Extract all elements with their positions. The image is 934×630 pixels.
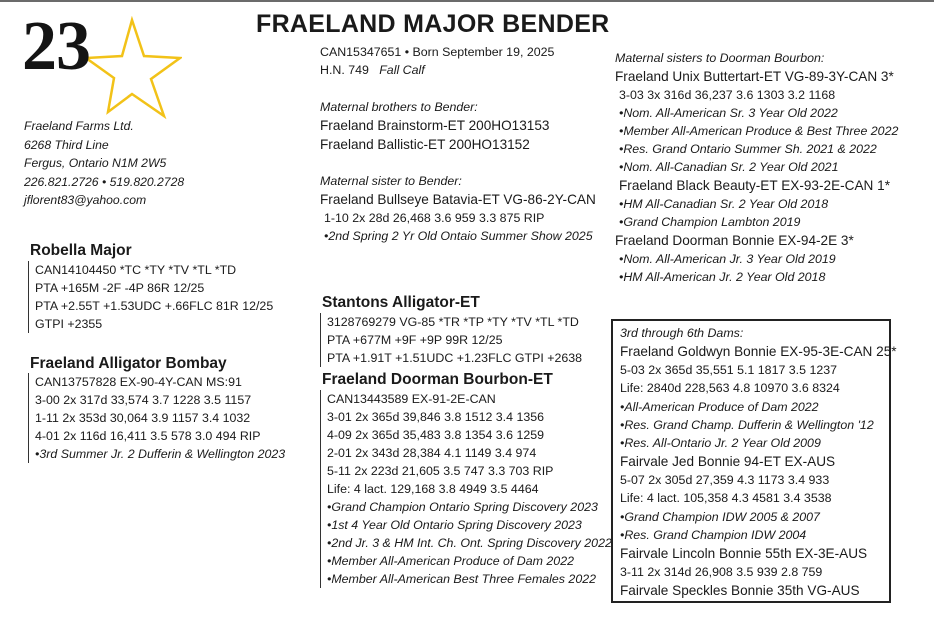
gdam-sire-line: CAN13757828 EX-90-4Y-CAN MS:91 (35, 375, 242, 389)
sire-line: CAN14104450 *TC *TY *TV *TL *TD (35, 263, 237, 277)
dams-box (611, 319, 897, 603)
lot-number: 23 (22, 8, 90, 85)
msister-record: 3-03 3x 316d 36,237 3.6 1303 3.2 1168 (619, 88, 836, 102)
dam-line: 2-01 2x 343d 28,384 4.1 1149 3.4 974 (327, 446, 537, 460)
msister-note: •Nom. All-American Jr. 3 Year Old 2019 (619, 252, 836, 266)
gdam-sire-line: 1-11 2x 353d 30,064 3.9 1157 3.4 1032 (35, 411, 251, 425)
dam-line: 3-01 2x 365d 39,846 3.8 1512 3.4 1356 (327, 410, 545, 424)
msister-note: •Res. Grand Ontario Summer Sh. 2021 & 2022 (619, 142, 877, 156)
brother-name: Fraeland Ballistic-ET 200HO13152 (320, 137, 530, 152)
farm-city: Fergus, Ontario N1M 2W5 (24, 156, 167, 170)
dam4-note: •Res. Grand Champion IDW 2004 (620, 527, 807, 542)
sister-note: •2nd Spring 2 Yr Old Ontaio Summer Show 2025 (324, 229, 593, 243)
dam3-note: •Res. All-Ontario Jr. 2 Year Old 2009 (620, 436, 821, 451)
dam4-name: Fairvale Jed Bonnie 94-ET EX-AUS (620, 454, 836, 470)
msire-name: Stantons Alligator-ET (322, 294, 480, 311)
dam-section (322, 370, 553, 390)
dams-heading: 3rd through 6th Dams: (620, 326, 744, 340)
gdam-sire-section (30, 354, 227, 374)
sire-name: Robella Major (30, 242, 132, 259)
dam4-line: 5-07 2x 305d 27,359 4.3 1173 3.4 933 (620, 473, 830, 488)
dam5-name: Fairvale Lincoln Bonnie 55th EX-3E-AUS (620, 546, 868, 562)
farm-name: Fraeland Farms Ltd. (24, 119, 134, 133)
farm-contact (24, 117, 184, 210)
dam-note: •1st 4 Year Old Ontario Spring Discovery 2023 (327, 518, 582, 532)
dam-line: 4-09 2x 365d 35,483 3.8 1354 3.6 1259 (327, 428, 545, 442)
dam6-name: Fairvale Speckles Bonnie 35th VG-AUS (620, 583, 860, 599)
dam-name: Fraeland Doorman Bourbon-ET (322, 371, 553, 388)
animal-info (320, 43, 554, 79)
brother-name: Fraeland Brainstorm-ET 200HO13153 (320, 118, 550, 133)
msister-note: •Member All-American Produce & Best Three 2022 (619, 124, 899, 138)
page-title: FRAELAND MAJOR BENDER (256, 10, 610, 38)
top-rule (0, 0, 934, 7)
sire-line: GTPI +2355 (35, 317, 103, 331)
msire-details (320, 313, 582, 367)
herd-number: H.N. 749 (320, 63, 369, 77)
msister-note: •Nom. All-Canadian Sr. 2 Year Old 2021 (619, 160, 839, 174)
farm-address: 6268 Third Line (24, 137, 109, 152)
dam-line: Life: 4 lact. 129,168 3.8 4949 3.5 4464 (327, 482, 539, 496)
sire-details (28, 261, 273, 333)
msister-name: Fraeland Doorman Bonnie EX-94-2E 3* (615, 233, 854, 248)
dam-line: 5-11 2x 223d 21,605 3.5 747 3.3 703 RIP (327, 464, 554, 478)
dam-details (320, 390, 612, 588)
sister-heading: Maternal sister to Bender: (320, 174, 462, 188)
msister-note: •HM All-American Jr. 2 Year Old 2018 (619, 270, 826, 284)
dam3-note: •Res. Grand Champ. Dufferin & Wellington '12 (620, 417, 874, 432)
dam3-line: Life: 2840d 228,563 4.8 10970 3.6 8324 (620, 381, 840, 396)
msire-line: PTA +1.91T +1.51UDC +1.23FLC GTPI +2638 (327, 351, 583, 365)
dam3-note: •All-American Produce of Dam 2022 (620, 399, 819, 414)
msister-name: Fraeland Black Beauty-ET EX-93-2E-CAN 1* (619, 178, 890, 193)
dam5-line: 3-11 2x 314d 26,908 3.5 939 2.8 759 (620, 565, 823, 580)
sire-line: PTA +2.55T +1.53UDC +.66FLC 81R 12/25 (35, 299, 274, 313)
sire-line: PTA +165M -2F -4P 86R 12/25 (35, 281, 205, 295)
dam4-note: •Grand Champion IDW 2005 & 2007 (620, 509, 820, 524)
calving-season: Fall Calf (379, 63, 425, 77)
farm-email[interactable]: jflorent83@yahoo.com (24, 193, 147, 207)
dam-note: •Member All-American Best Three Females 2022 (327, 572, 596, 586)
msisters-section (615, 49, 898, 286)
msire-section (322, 293, 480, 313)
sister-section (320, 172, 596, 245)
sire-section (30, 241, 132, 261)
gdam-sire-note: •3rd Summer Jr. 2 Dufferin & Wellington 2023 (35, 447, 286, 461)
msire-line: 3128769279 VG-85 *TR *TP *TY *TV *TL *TD (327, 315, 579, 329)
dam3-name: Fraeland Goldwyn Bonnie EX-95-3E-CAN 25* (620, 344, 897, 360)
dam4-line: Life: 4 lact. 105,358 4.3 4581 3.4 3538 (620, 491, 832, 506)
brothers-heading: Maternal brothers to Bender: (320, 100, 478, 114)
msister-note: •Nom. All-American Sr. 3 Year Old 2022 (619, 106, 838, 120)
msire-line: PTA +677M +9F +9P 99R 12/25 (327, 333, 503, 347)
sister-name: Fraeland Bullseye Batavia-ET VG-86-2Y-CAN (320, 192, 596, 207)
msister-note: •Grand Champion Lambton 2019 (619, 215, 801, 229)
gdam-sire-line: 4-01 2x 116d 16,411 3.5 578 3.0 494 RIP (35, 429, 261, 443)
gdam-sire-details (28, 373, 285, 463)
animal-registration: CAN15347651 • Born September 19, 2025 (320, 45, 555, 59)
gdam-sire-line: 3-00 2x 317d 33,574 3.7 1228 3.5 1157 (35, 393, 252, 407)
dam-note: •Grand Champion Ontario Spring Discovery 2023 (327, 500, 598, 514)
dam-note: •2nd Jr. 3 & HM Int. Ch. Ont. Spring Discovery 2022 (327, 536, 612, 550)
dam-line: CAN13443589 EX-91-2E-CAN (327, 392, 496, 406)
dam-note: •Member All-American Produce of Dam 2022 (327, 554, 574, 568)
brothers-section (320, 98, 549, 154)
msisters-heading: Maternal sisters to Doorman Bourbon: (615, 51, 825, 65)
msister-name: Fraeland Unix Buttertart-ET VG-89-3Y-CAN 3* (615, 69, 894, 84)
farm-phones: 226.821.2726 • 519.820.2728 (24, 174, 185, 189)
msister-note: •HM All-Canadian Sr. 2 Year Old 2018 (619, 197, 829, 211)
gdam-sire-name: Fraeland Alligator Bombay (30, 355, 227, 372)
dam3-line: 5-03 2x 365d 35,551 5.1 1817 3.5 1237 (620, 363, 838, 378)
sister-record: 1-10 2x 28d 26,468 3.6 959 3.3 875 RIP (324, 211, 545, 225)
